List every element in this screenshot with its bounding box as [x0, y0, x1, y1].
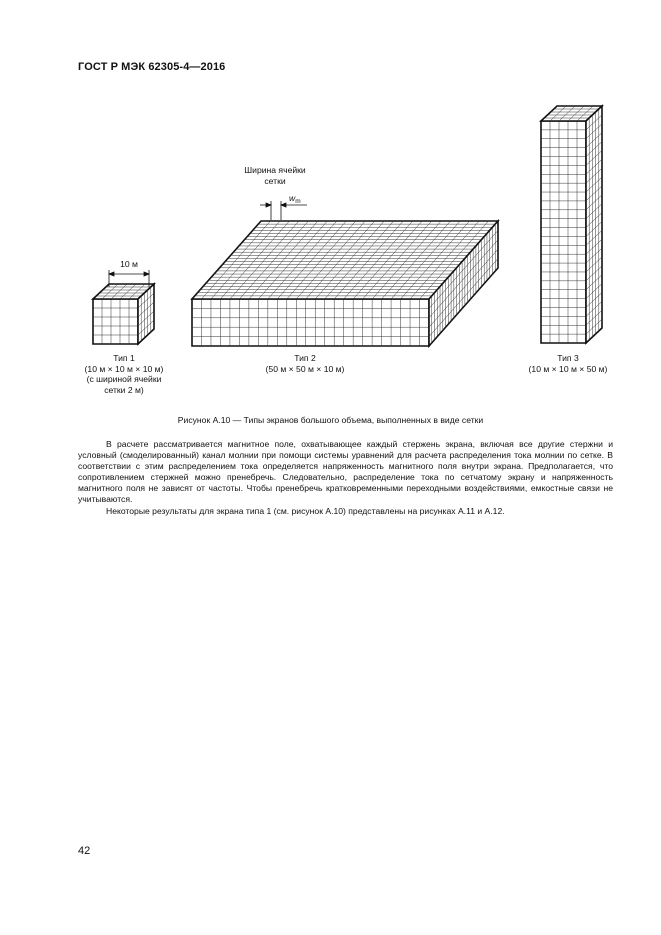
page-number: 42 [78, 845, 91, 857]
type1-label: Тип 1 (10 м × 10 м × 10 м) (с шириной ячейки сетки 2 м) [84, 353, 164, 395]
mesh-width-label: Ширина ячейки сетки [244, 165, 306, 186]
arrow-right-icon [144, 272, 149, 276]
type1-dimension-label: 10 м [120, 259, 138, 269]
paragraph: В расчете рассматривается магнитное поле, охватывающее каждый стержень экрана, включая все другие стержни и условный (смоделированный) канал молнии при помощи системы уравнений для расчета распределения тока молнии по сетке. В соответствии с этим распределением тока определяется напряженность магнитного поля внутри экрана. Предполагается, что сопротивлением стержней можно пренебречь. Следовательно, распределение тока по сетчатому экрану и напряженность магнитного поля не зависят от частоты. Чтобы пренебречь кратковременными переходными воздействиями, емкостные связи не учитываются. [78, 439, 613, 505]
g-type3-front-outline [541, 121, 586, 343]
arrow-left-icon [281, 203, 286, 207]
type2-mesh-box [192, 221, 498, 346]
g-type3-side-outline [586, 106, 602, 343]
body-text [78, 439, 613, 517]
type3-label: Тип 3 (10 м × 10 м × 50 м) [528, 353, 608, 374]
mesh-width-symbol: $w_m$ [289, 193, 301, 205]
document-header: ГОСТ Р МЭК 62305-4—2016 [78, 61, 226, 73]
type1-mesh-box [93, 284, 154, 344]
figure-caption: Рисунок А.10 — Типы экранов большого объема, выполненных в виде сетки [177, 415, 484, 425]
g-type1-front-outline [93, 299, 138, 344]
paragraph: Некоторые результаты для экрана типа 1 (см. рисунок А.10) представлены на рисунках А.11 и А.12. [106, 505, 505, 516]
type3-mesh-box [541, 106, 602, 343]
g-type2-front-outline [192, 299, 429, 346]
arrow-left-icon [109, 272, 114, 276]
arrow-right-icon [266, 203, 271, 207]
type2-label: Тип 2 (50 м × 50 м × 10 м) [265, 353, 345, 374]
